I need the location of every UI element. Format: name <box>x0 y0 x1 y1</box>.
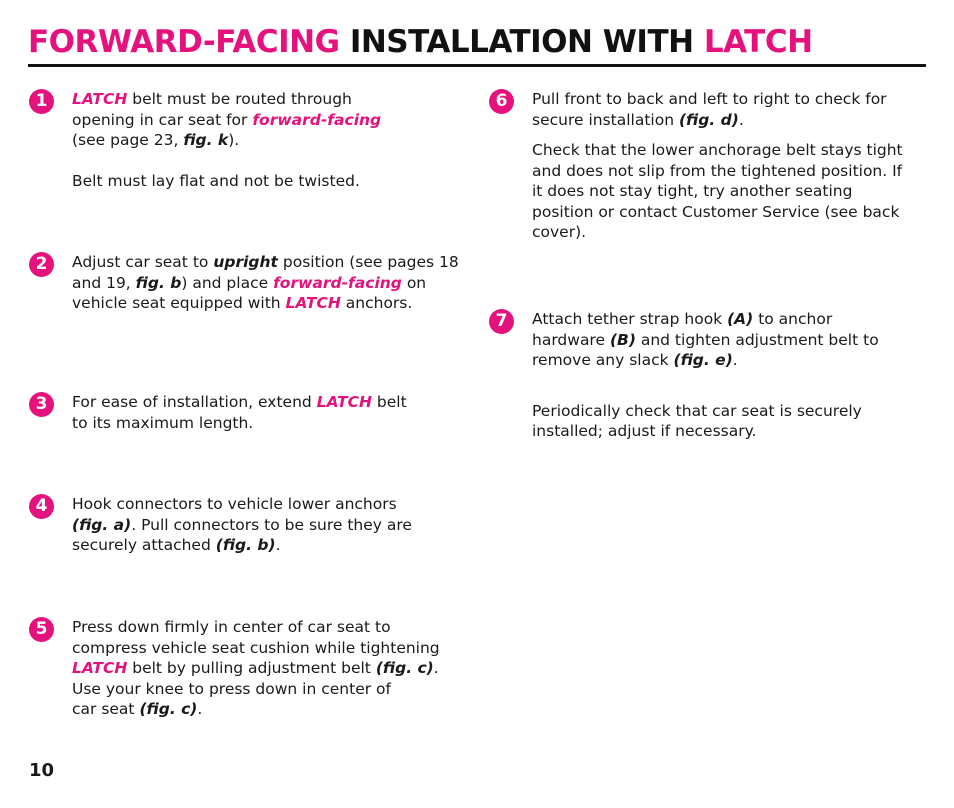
text-run: Use your knee to press down in center of <box>72 679 391 698</box>
text-run: Hook connectors to vehicle lower anchors <box>72 495 397 513</box>
text-run: vehicle seat equipped with <box>72 294 286 312</box>
text-run: hardware <box>532 330 610 349</box>
text-run: belt <box>371 393 407 411</box>
text-run: ) and place <box>181 273 274 292</box>
latch-term: LATCH <box>72 659 128 677</box>
page-number: 10 <box>29 760 55 781</box>
text-run: (see page 23, <box>72 131 184 149</box>
fig-reference: (fig. c) <box>139 700 198 718</box>
step-text <box>532 309 922 442</box>
step-text <box>72 494 452 556</box>
text-run: opening in car seat for <box>72 110 253 129</box>
text-run: . <box>433 659 439 677</box>
title-latch: LATCH <box>703 24 813 60</box>
latch-term: LATCH <box>316 393 372 411</box>
fig-reference: (fig. e) <box>673 351 733 369</box>
text-run: remove any slack <box>532 351 674 369</box>
text-run: to its maximum length. <box>72 413 254 432</box>
text-run: secure installation <box>532 110 679 129</box>
text-run: For ease of installation, extend <box>72 393 317 411</box>
title-forward-facing: FORWARD-FACING <box>28 24 340 60</box>
step-number-badge: 3 <box>29 392 54 417</box>
text-run: Press down firmly in center of car seat to <box>72 618 391 636</box>
step-number-badge: 1 <box>29 89 54 114</box>
fig-reference: (fig. c) <box>375 659 434 677</box>
step-text <box>532 89 922 243</box>
text-run: belt by pulling adjustment belt <box>127 659 376 677</box>
step-note: Check that the lower anchorage belt stays tight and does not slip from the tightened position. If it does not stay tight, try another seating position or contact Customer Service (see back cover). <box>532 141 903 241</box>
text-run: . <box>732 351 738 369</box>
forward-facing-term: forward-facing <box>252 110 382 129</box>
label-a: (A) <box>727 310 754 328</box>
text-run: position (see pages 18 <box>277 253 459 271</box>
text-run: . <box>738 110 744 129</box>
text-run: belt must be routed through <box>127 90 352 108</box>
text-run: . Pull connectors to be sure they are <box>131 515 412 534</box>
fig-reference: fig. b <box>135 273 182 292</box>
text-run: securely attached <box>72 536 216 554</box>
text-run: car seat <box>72 700 140 718</box>
step-text <box>72 252 482 314</box>
title-divider <box>28 64 926 67</box>
text-run: Pull front to back and left to right to check for <box>532 90 887 108</box>
step-note: Periodically check that car seat is securely installed; adjust if necessary. <box>532 401 862 440</box>
step-number-badge: 2 <box>29 252 54 277</box>
title-installation-with: INSTALLATION WITH <box>339 24 704 60</box>
fig-reference: (fig. a) <box>72 515 132 534</box>
text-run: compress vehicle seat cushion while tightening <box>72 638 440 657</box>
text-run: Attach tether strap hook <box>532 310 728 328</box>
text-run: on <box>401 273 427 292</box>
step-number-badge: 5 <box>29 617 54 642</box>
text-run: . <box>275 536 281 554</box>
text-run: and 19, <box>72 273 136 292</box>
text-run: Adjust car seat to <box>72 253 214 271</box>
fig-reference: (fig. b) <box>215 536 276 554</box>
text-run: to anchor <box>753 310 833 328</box>
text-run: ). <box>228 131 240 149</box>
text-run: anchors. <box>340 294 413 312</box>
text-run: . <box>197 700 203 718</box>
page-title <box>28 22 813 62</box>
step-text <box>72 392 452 433</box>
forward-facing-term: forward-facing <box>273 273 402 292</box>
latch-term: LATCH <box>285 294 341 312</box>
step-note: Belt must lay flat and not be twisted. <box>72 171 360 190</box>
fig-reference: (fig. d) <box>678 110 739 129</box>
step-text <box>72 89 432 191</box>
fig-reference: fig. k <box>183 131 229 149</box>
latch-term: LATCH <box>72 90 128 108</box>
upright-term: upright <box>213 253 278 271</box>
step-number-badge: 4 <box>29 494 54 519</box>
step-number-badge: 7 <box>489 309 514 334</box>
text-run: and tighten adjustment belt to <box>635 330 879 349</box>
step-number-badge: 6 <box>489 89 514 114</box>
step-text <box>72 617 482 720</box>
label-b: (B) <box>609 330 636 349</box>
